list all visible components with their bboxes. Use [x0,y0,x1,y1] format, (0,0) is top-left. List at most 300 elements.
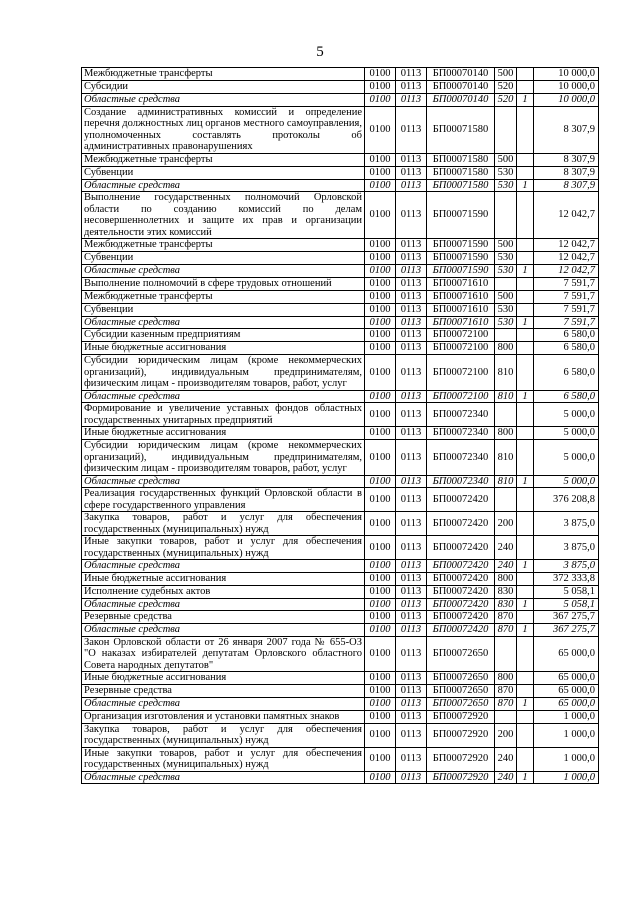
row-section-code: 0100 [365,427,396,440]
row-funding-flag [517,747,534,771]
row-expense-type-code: 800 [495,342,517,355]
row-expense-type-code: 520 [495,81,517,94]
row-name: Резервные средства [82,611,365,624]
row-subsection-code: 0113 [396,560,427,573]
row-funding-flag [517,685,534,698]
row-section-code: 0100 [365,355,396,391]
row-subsection-code: 0113 [396,342,427,355]
row-target-article-code: БП00072420 [427,536,495,560]
budget-table [81,67,599,784]
row-subsection-code: 0113 [396,427,427,440]
row-target-article-code: БП00072100 [427,342,495,355]
row-funding-flag [517,723,534,747]
row-amount: 6 580,0 [534,390,599,403]
row-subsection-code: 0113 [396,488,427,512]
row-subsection-code: 0113 [396,636,427,672]
row-expense-type-code: 810 [495,440,517,476]
row-target-article-code: БП00072920 [427,747,495,771]
row-subsection-code: 0113 [396,106,427,153]
row-subsection-code: 0113 [396,611,427,624]
row-subsection-code: 0113 [396,81,427,94]
row-amount: 7 591,7 [534,316,599,329]
row-section-code: 0100 [365,440,396,476]
row-expense-type-code: 800 [495,572,517,585]
row-funding-flag [517,512,534,536]
row-target-article-code: БП00071580 [427,106,495,153]
row-amount: 1 000,0 [534,710,599,723]
table-row [82,303,599,316]
table-row [82,598,599,611]
row-subsection-code: 0113 [396,771,427,784]
row-funding-flag: 1 [517,624,534,637]
row-funding-flag [517,277,534,290]
row-subsection-code: 0113 [396,403,427,427]
row-name: Субсидии юридическим лицам (кроме некоммерческих организаций), индивидуальным предпринимателям, физическим лицам - производителям товаров, работ, услуг [82,355,365,391]
row-section-code: 0100 [365,342,396,355]
table-row [82,427,599,440]
row-expense-type-code [495,636,517,672]
row-section-code: 0100 [365,166,396,179]
row-subsection-code: 0113 [396,598,427,611]
row-section-code: 0100 [365,81,396,94]
row-subsection-code: 0113 [396,252,427,265]
row-section-code: 0100 [365,512,396,536]
table-row [82,698,599,711]
row-subsection-code: 0113 [396,166,427,179]
row-name: Субсидии юридическим лицам (кроме некоммерческих организаций), индивидуальным предпринимателям, физическим лицам - производителям товаров, работ, услуг [82,440,365,476]
row-name: Областные средства [82,624,365,637]
row-amount: 8 307,9 [534,166,599,179]
row-name: Субвенции [82,303,365,316]
row-name: Иные закупки товаров, работ и услуг для обеспечения государственных (муниципальных) нужд [82,747,365,771]
row-section-code: 0100 [365,685,396,698]
row-expense-type-code: 200 [495,512,517,536]
row-name: Областные средства [82,265,365,278]
row-subsection-code: 0113 [396,585,427,598]
row-funding-flag [517,303,534,316]
table-row [82,636,599,672]
row-name: Организация изготовления и установки памятных знаков [82,710,365,723]
row-expense-type-code: 240 [495,536,517,560]
table-row [82,239,599,252]
row-target-article-code: БП00072420 [427,572,495,585]
row-target-article-code: БП00072420 [427,611,495,624]
row-subsection-code: 0113 [396,153,427,166]
row-expense-type-code: 200 [495,723,517,747]
row-funding-flag [517,252,534,265]
row-funding-flag [517,106,534,153]
row-amount: 5 058,1 [534,585,599,598]
row-expense-type-code: 240 [495,560,517,573]
table-row [82,710,599,723]
row-target-article-code: БП00072650 [427,685,495,698]
row-section-code: 0100 [365,585,396,598]
row-expense-type-code: 800 [495,672,517,685]
row-expense-type-code: 870 [495,685,517,698]
row-subsection-code: 0113 [396,390,427,403]
table-row [82,771,599,784]
table-row [82,277,599,290]
row-section-code: 0100 [365,239,396,252]
row-funding-flag: 1 [517,475,534,488]
row-name: Областные средства [82,771,365,784]
row-target-article-code: БП00071610 [427,316,495,329]
row-subsection-code: 0113 [396,68,427,81]
row-section-code: 0100 [365,572,396,585]
row-funding-flag: 1 [517,179,534,192]
table-row [82,672,599,685]
row-amount: 65 000,0 [534,685,599,698]
row-amount: 7 591,7 [534,277,599,290]
table-row [82,488,599,512]
row-expense-type-code: 830 [495,598,517,611]
row-amount: 7 591,7 [534,290,599,303]
row-funding-flag [517,440,534,476]
row-section-code: 0100 [365,329,396,342]
row-amount: 3 875,0 [534,560,599,573]
row-target-article-code: БП00072920 [427,771,495,784]
row-funding-flag: 1 [517,698,534,711]
row-expense-type-code: 800 [495,427,517,440]
table-row [82,440,599,476]
row-funding-flag [517,636,534,672]
row-section-code: 0100 [365,153,396,166]
row-target-article-code: БП00072420 [427,560,495,573]
row-amount: 376 208,8 [534,488,599,512]
row-amount: 5 000,0 [534,440,599,476]
row-section-code: 0100 [365,179,396,192]
row-subsection-code: 0113 [396,536,427,560]
table-row [82,342,599,355]
table-row [82,475,599,488]
row-name: Межбюджетные трансферты [82,290,365,303]
row-target-article-code: БП00071590 [427,265,495,278]
table-row [82,179,599,192]
row-section-code: 0100 [365,106,396,153]
row-subsection-code: 0113 [396,316,427,329]
row-target-article-code: БП00072420 [427,598,495,611]
row-amount: 10 000,0 [534,81,599,94]
row-amount: 5 058,1 [534,598,599,611]
row-subsection-code: 0113 [396,723,427,747]
row-subsection-code: 0113 [396,303,427,316]
row-funding-flag [517,672,534,685]
row-amount: 65 000,0 [534,672,599,685]
row-funding-flag [517,68,534,81]
row-amount: 10 000,0 [534,94,599,107]
table-row [82,611,599,624]
row-name: Исполнение судебных актов [82,585,365,598]
row-name: Областные средства [82,316,365,329]
row-expense-type-code [495,710,517,723]
table-row [82,94,599,107]
row-funding-flag: 1 [517,560,534,573]
row-subsection-code: 0113 [396,440,427,476]
row-target-article-code: БП00071590 [427,239,495,252]
row-amount: 12 042,7 [534,252,599,265]
row-amount: 372 333,8 [534,572,599,585]
row-subsection-code: 0113 [396,672,427,685]
row-funding-flag: 1 [517,771,534,784]
table-row [82,329,599,342]
row-name: Областные средства [82,94,365,107]
row-section-code: 0100 [365,710,396,723]
row-target-article-code: БП00072420 [427,512,495,536]
row-name: Закон Орловской области от 26 января 2007 года № 655-ОЗ "О наказах избирателей депутатам Орловского областного Совета народных депутатов" [82,636,365,672]
row-section-code: 0100 [365,94,396,107]
row-target-article-code: БП00070140 [427,81,495,94]
row-funding-flag [517,585,534,598]
row-subsection-code: 0113 [396,355,427,391]
row-expense-type-code: 810 [495,355,517,391]
row-subsection-code: 0113 [396,710,427,723]
row-subsection-code: 0113 [396,685,427,698]
row-amount: 1 000,0 [534,723,599,747]
row-funding-flag [517,427,534,440]
table-row [82,390,599,403]
row-name: Межбюджетные трансферты [82,239,365,252]
row-amount: 12 042,7 [534,192,599,239]
table-row [82,252,599,265]
row-name: Иные закупки товаров, работ и услуг для обеспечения государственных (муниципальных) нужд [82,536,365,560]
row-funding-flag [517,488,534,512]
row-target-article-code: БП00072650 [427,636,495,672]
row-funding-flag [517,192,534,239]
row-section-code: 0100 [365,771,396,784]
row-subsection-code: 0113 [396,329,427,342]
row-subsection-code: 0113 [396,572,427,585]
row-amount: 5 000,0 [534,403,599,427]
row-target-article-code: БП00071580 [427,179,495,192]
row-target-article-code: БП00071580 [427,166,495,179]
row-target-article-code: БП00072340 [427,403,495,427]
row-section-code: 0100 [365,290,396,303]
row-expense-type-code: 500 [495,239,517,252]
row-section-code: 0100 [365,611,396,624]
row-name: Формирование и увеличение уставных фондов областных государственных унитарных предприятий [82,403,365,427]
row-section-code: 0100 [365,536,396,560]
row-funding-flag: 1 [517,265,534,278]
row-target-article-code: БП00071610 [427,277,495,290]
row-expense-type-code: 810 [495,475,517,488]
row-subsection-code: 0113 [396,265,427,278]
row-expense-type-code: 870 [495,611,517,624]
table-row [82,512,599,536]
row-funding-flag [517,153,534,166]
row-expense-type-code: 520 [495,94,517,107]
row-name: Создание административных комиссий и определение перечня должностных лиц органов местного самоуправления, уполномоченных составлять протоколы об административных правонарушениях [82,106,365,153]
row-funding-flag [517,81,534,94]
row-target-article-code: БП00071590 [427,252,495,265]
row-amount: 12 042,7 [534,239,599,252]
table-row [82,723,599,747]
row-target-article-code: БП00072100 [427,329,495,342]
row-amount: 65 000,0 [534,698,599,711]
row-amount: 8 307,9 [534,153,599,166]
row-section-code: 0100 [365,277,396,290]
row-expense-type-code: 870 [495,624,517,637]
row-amount: 10 000,0 [534,68,599,81]
row-expense-type-code: 240 [495,747,517,771]
row-amount: 7 591,7 [534,303,599,316]
row-expense-type-code: 530 [495,179,517,192]
row-funding-flag: 1 [517,94,534,107]
row-amount: 1 000,0 [534,771,599,784]
row-name: Областные средства [82,598,365,611]
row-name: Выполнение государственных полномочий Орловской области по созданию комиссий по делам несовершеннолетних и защите их прав и организации деятельности этих комиссий [82,192,365,239]
row-name: Закупка товаров, работ и услуг для обеспечения государственных (муниципальных) нужд [82,512,365,536]
row-amount: 3 875,0 [534,512,599,536]
row-target-article-code: БП00072340 [427,475,495,488]
table-row [82,355,599,391]
row-name: Областные средства [82,179,365,192]
row-funding-flag [517,403,534,427]
row-funding-flag: 1 [517,316,534,329]
row-subsection-code: 0113 [396,94,427,107]
table-row [82,560,599,573]
table-row [82,585,599,598]
row-funding-flag: 1 [517,390,534,403]
row-amount: 5 000,0 [534,475,599,488]
row-subsection-code: 0113 [396,698,427,711]
row-target-article-code: БП00070140 [427,68,495,81]
row-target-article-code: БП00072340 [427,427,495,440]
row-section-code: 0100 [365,303,396,316]
row-target-article-code: БП00070140 [427,94,495,107]
row-name: Субвенции [82,252,365,265]
row-section-code: 0100 [365,403,396,427]
row-target-article-code: БП00071580 [427,153,495,166]
row-name: Резервные средства [82,685,365,698]
row-name: Иные бюджетные ассигнования [82,672,365,685]
table-row [82,81,599,94]
table-row [82,403,599,427]
row-amount: 12 042,7 [534,265,599,278]
row-name: Межбюджетные трансферты [82,68,365,81]
row-expense-type-code [495,106,517,153]
row-subsection-code: 0113 [396,747,427,771]
row-funding-flag [517,290,534,303]
row-amount: 6 580,0 [534,355,599,391]
row-section-code: 0100 [365,252,396,265]
row-expense-type-code: 500 [495,68,517,81]
row-amount: 5 000,0 [534,427,599,440]
row-expense-type-code: 830 [495,585,517,598]
row-amount: 367 275,7 [534,624,599,637]
row-section-code: 0100 [365,624,396,637]
row-target-article-code: БП00072420 [427,624,495,637]
row-expense-type-code: 530 [495,252,517,265]
row-target-article-code: БП00072100 [427,355,495,391]
row-funding-flag: 1 [517,598,534,611]
row-expense-type-code: 500 [495,290,517,303]
row-funding-flag [517,355,534,391]
row-section-code: 0100 [365,698,396,711]
row-amount: 8 307,9 [534,179,599,192]
row-expense-type-code [495,488,517,512]
row-name: Межбюджетные трансферты [82,153,365,166]
row-amount: 3 875,0 [534,536,599,560]
row-name: Областные средства [82,698,365,711]
row-funding-flag [517,572,534,585]
table-row [82,290,599,303]
row-name: Иные бюджетные ассигнования [82,427,365,440]
row-expense-type-code: 530 [495,265,517,278]
row-expense-type-code: 810 [495,390,517,403]
row-target-article-code: БП00071590 [427,192,495,239]
table-row [82,153,599,166]
row-subsection-code: 0113 [396,277,427,290]
row-target-article-code: БП00072340 [427,440,495,476]
row-target-article-code: БП00072420 [427,585,495,598]
row-funding-flag [517,166,534,179]
row-section-code: 0100 [365,316,396,329]
row-name: Иные бюджетные ассигнования [82,572,365,585]
row-name: Областные средства [82,475,365,488]
row-expense-type-code [495,277,517,290]
page-number: 5 [316,44,324,60]
row-name: Иные бюджетные ассигнования [82,342,365,355]
row-target-article-code: БП00072920 [427,723,495,747]
row-target-article-code: БП00072420 [427,488,495,512]
row-subsection-code: 0113 [396,624,427,637]
row-expense-type-code: 870 [495,698,517,711]
row-name: Областные средства [82,390,365,403]
row-name: Выполнение полномочий в сфере трудовых отношений [82,277,365,290]
row-subsection-code: 0113 [396,512,427,536]
row-target-article-code: БП00071610 [427,303,495,316]
row-expense-type-code [495,192,517,239]
row-target-article-code: БП00072650 [427,698,495,711]
row-funding-flag [517,239,534,252]
row-expense-type-code: 530 [495,316,517,329]
row-section-code: 0100 [365,560,396,573]
table-row [82,265,599,278]
row-funding-flag [517,342,534,355]
row-target-article-code: БП00071610 [427,290,495,303]
row-section-code: 0100 [365,475,396,488]
row-subsection-code: 0113 [396,192,427,239]
table-row [82,572,599,585]
row-name: Областные средства [82,560,365,573]
table-row [82,624,599,637]
row-section-code: 0100 [365,747,396,771]
row-expense-type-code: 530 [495,166,517,179]
row-section-code: 0100 [365,390,396,403]
row-amount: 6 580,0 [534,329,599,342]
row-name: Реализация государственных функций Орловской области в сфере государственного управления [82,488,365,512]
row-name: Субвенции [82,166,365,179]
row-section-code: 0100 [365,488,396,512]
row-funding-flag [517,329,534,342]
row-name: Закупка товаров, работ и услуг для обеспечения государственных (муниципальных) нужд [82,723,365,747]
row-target-article-code: БП00072920 [427,710,495,723]
row-section-code: 0100 [365,672,396,685]
row-funding-flag [517,536,534,560]
budget-table-body [82,68,599,784]
row-section-code: 0100 [365,598,396,611]
table-row [82,536,599,560]
row-subsection-code: 0113 [396,290,427,303]
row-subsection-code: 0113 [396,179,427,192]
table-row [82,192,599,239]
table-row [82,316,599,329]
row-target-article-code: БП00072100 [427,390,495,403]
row-subsection-code: 0113 [396,239,427,252]
table-row [82,166,599,179]
row-section-code: 0100 [365,68,396,81]
row-funding-flag [517,710,534,723]
